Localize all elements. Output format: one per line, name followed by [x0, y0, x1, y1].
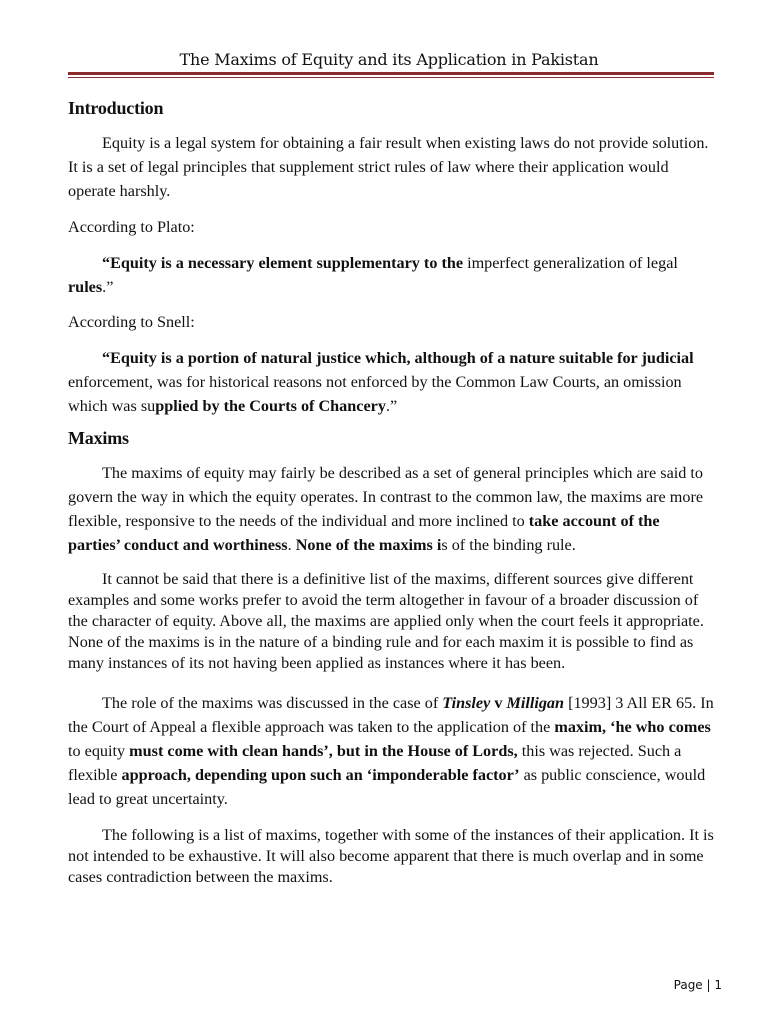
introduction-heading: Introduction	[68, 98, 164, 118]
plato-quote-close: .”	[102, 278, 114, 296]
plato-quote-normal: imperfect generalization of legal	[463, 254, 678, 272]
maxims-p3-text-d: this was rejected. Such a flexible	[68, 742, 682, 784]
page-header-title: The Maxims of Equity and its Application in Pakistan	[179, 50, 599, 69]
case-name-milligan: Milligan	[506, 694, 565, 712]
maxims-p3-bold-b: must come with clean hands’, but in the House of Lords,	[129, 742, 518, 760]
snell-quote-normal: enforcement, was for historical reasons not enforced by the Common Law Courts, an omission which was su	[68, 373, 682, 415]
intro-paragraph: Equity is a legal system for obtaining a fair result when existing laws do not provide solution. It is a set of legal principles that supplement strict rules of law where their application would operate harshly.	[68, 134, 709, 200]
maxims-heading: Maxims	[68, 428, 129, 448]
maxims-paragraph-3	[68, 691, 714, 811]
plato-quote-end: rules	[68, 278, 103, 296]
case-name-tinsley: Tinsley	[442, 694, 491, 712]
snell-intro: According to Snell:	[68, 313, 195, 331]
maxims-p3-text-c: to equity	[68, 742, 130, 760]
maxims-paragraph-4: The following is a list of maxims, together with some of the instances of their application. It is not intended to be exhaustive. It will also become apparent that there is much overlap and in some cases contradiction between the maxims.	[68, 826, 714, 886]
snell-quote-bold-2: pplied by the Courts of Chancery	[155, 397, 386, 415]
maxims-p1-bold-a: take account of the parties’ conduct and worthiness	[68, 512, 660, 554]
maxims-p1-text-c: s of the binding rule.	[441, 536, 576, 554]
maxims-p1-bold-b: None of the maxims i	[295, 536, 442, 554]
header-rule-thin	[68, 77, 714, 78]
maxims-p3-bold-c: approach, depending upon such an ‘imponderable factor’	[121, 766, 520, 784]
maxims-paragraph-1	[68, 461, 714, 557]
plato-quote-bold: “Equity is a necessary element supplementary to the	[102, 254, 464, 272]
header-rule-thick	[68, 72, 714, 75]
snell-quote	[68, 346, 714, 418]
maxims-p1-text-a: The maxims of equity may fairly be described as a set of general principles which are said to govern the way in which the equity operates. In contrast to the common law, the maxims are more flexible, responsive to the needs of the individual and more inclined to	[68, 464, 704, 530]
maxims-p3-text-b: [1993] 3 All ER 65. In the Court of Appeal a flexible approach was taken to the application of the	[68, 694, 714, 736]
case-versus: v	[490, 694, 507, 712]
plato-quote	[68, 251, 714, 299]
maxims-paragraph-2: It cannot be said that there is a definitive list of the maxims, different sources give different examples and some works prefer to avoid the term altogether in favour of a broader discussion of the character of equity. Above all, the maxims are applied only when the court feels it appropriate. None of the maxims is in the nature of a binding rule and for each maxim it is possible to find as many instances of its not having been applied as instances where it has been.	[68, 570, 704, 672]
document-body	[68, 96, 714, 888]
maxims-p3-bold-a: maxim, ‘he who comes	[554, 718, 711, 736]
maxims-p3-text-e: as public conscience, would lead to great uncertainty.	[68, 766, 706, 808]
plato-intro: According to Plato:	[68, 218, 195, 236]
snell-quote-bold: “Equity is a portion of natural justice which, although of a nature suitable for judicial	[102, 349, 694, 367]
maxims-p3-text-a: The role of the maxims was discussed in the case of	[102, 694, 443, 712]
snell-quote-close: .”	[385, 397, 398, 415]
page-number-footer: Page | 1	[673, 978, 722, 992]
maxims-p1-text-b: .	[287, 536, 296, 554]
